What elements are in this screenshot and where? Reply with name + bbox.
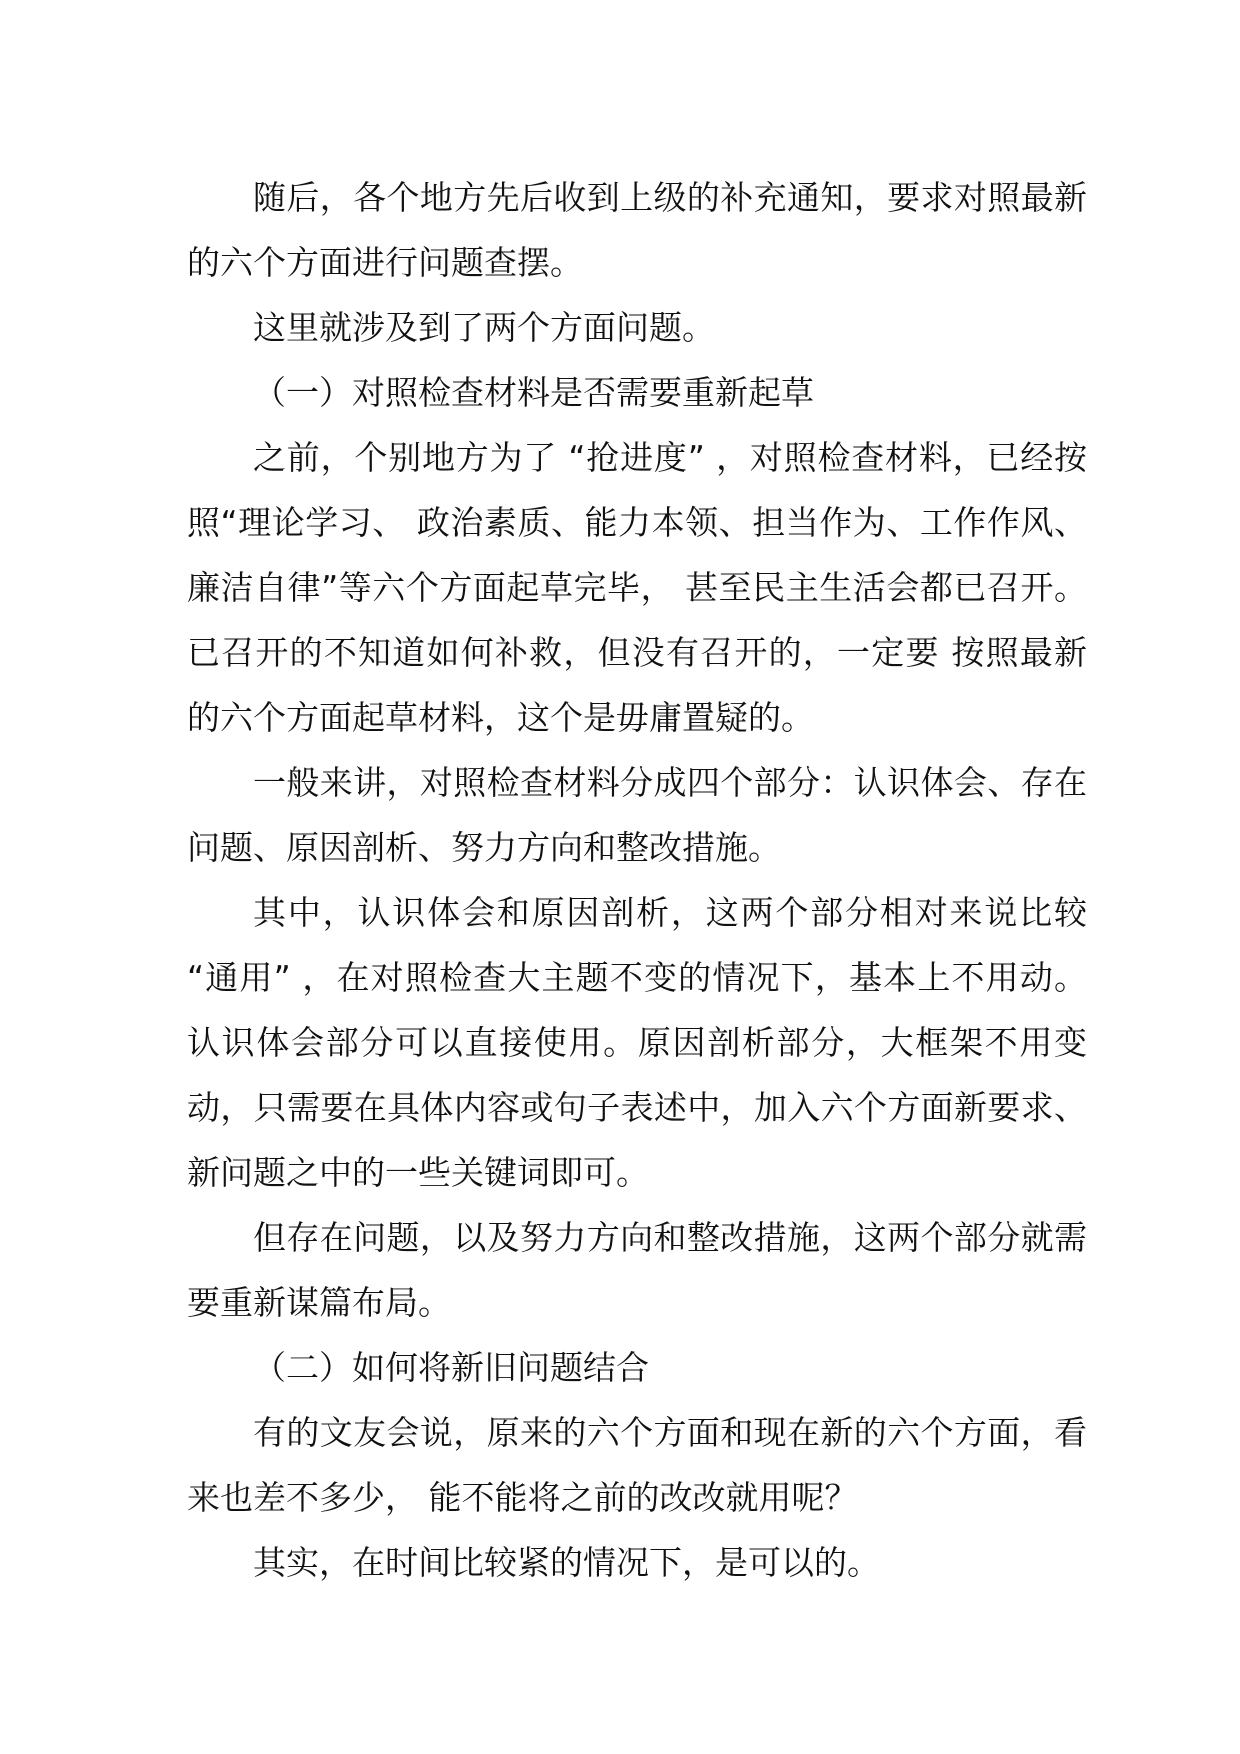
- paragraph-notice: 随后，各个地方先后收到上级的补充通知，要求对照最新的六个方面进行问题查摆。: [187, 178, 1087, 282]
- paragraph-two-issues: 这里就涉及到了两个方面问题。: [253, 308, 715, 347]
- paragraph-answer: 其实，在时间比较紧的情况下，是可以的。: [253, 1543, 880, 1582]
- section-heading-2: （二）如何将新旧问题结合: [253, 1348, 649, 1387]
- paragraph-reader-question: 有的文友会说，原来的六个方面和现在新的六个方面，看来也差不多少， 能不能将之前的改改就用呢？: [187, 1413, 1087, 1517]
- paragraph-rework-parts: 但存在问题，以及努力方向和整改措施，这两个部分就需要重新谋篇布局。: [187, 1218, 1087, 1322]
- section-heading-1: （一）对照检查材料是否需要重新起草: [253, 373, 814, 412]
- paragraph-four-parts: 一般来讲，对照检查材料分成四个部分：认识体会、存在问题、原因剖析、努力方向和整改措施。: [187, 763, 1087, 867]
- paragraph-general-parts: 其中，认识体会和原因剖析，这两个部分相对来说比较 “通用” ，在对照检查大主题不变的情况下，基本上不用动。认识体会部分可以直接使用。原因剖析部分，大框架不用变动，只需要在具体内容或句子表述中，加入六个方面新要求、新问题之中的一些关键词即可。: [187, 893, 1087, 1192]
- paragraph-previous-drafts: 之前，个别地方为了 “抢进度” ，对照检查材料，已经按照“理论学习、 政治素质、能力本领、担当作为、工作作风、廉洁自律”等六个方面起草完毕， 甚至民主生活会都已召开。已召开的不知道如何补救，但没有召开的，一定要 按照最新的六个方面起草材料，这个是毋庸置疑的。: [187, 438, 1087, 737]
- document-body: [187, 165, 1087, 1595]
